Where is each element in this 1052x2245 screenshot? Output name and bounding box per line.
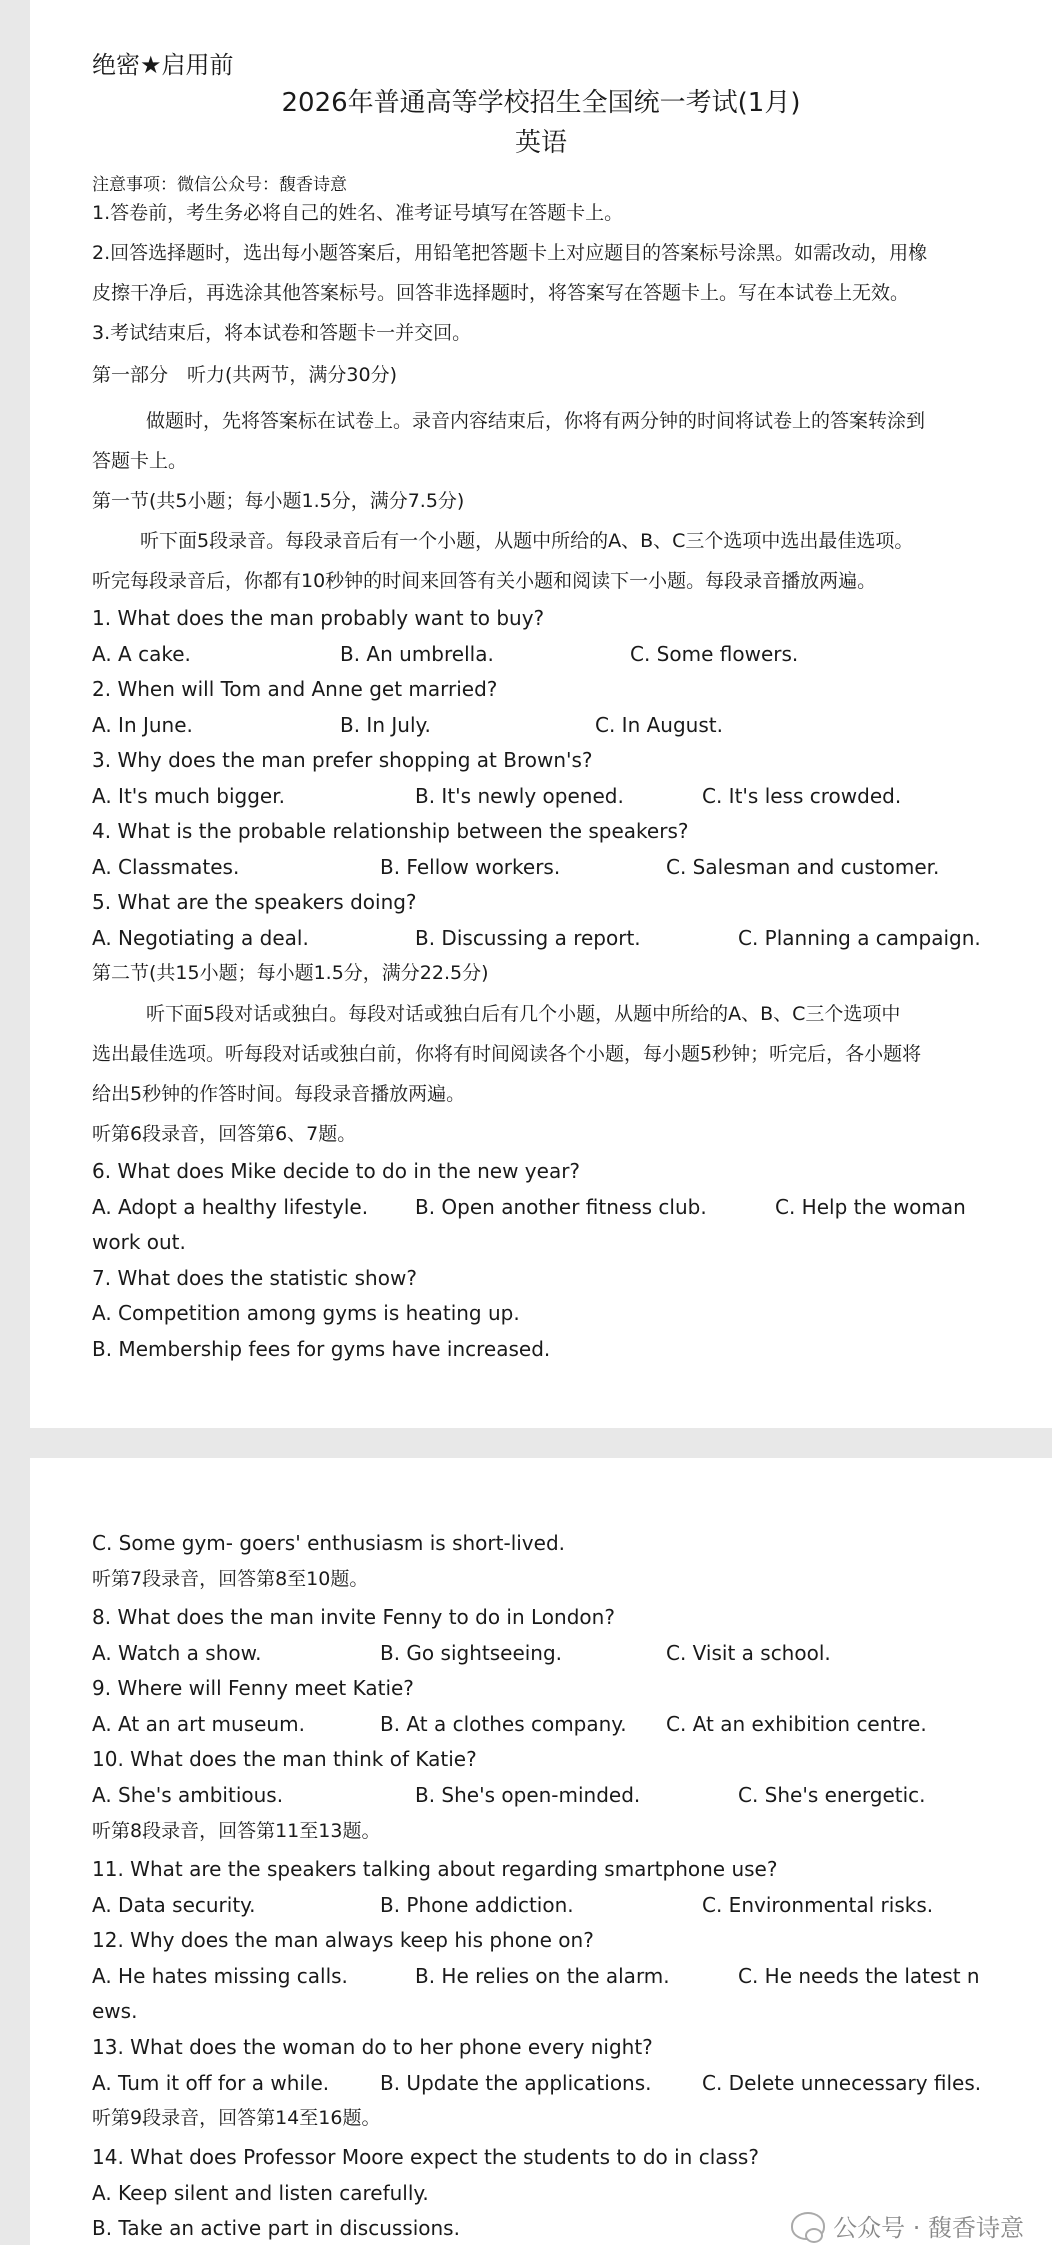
exam-page-1 <box>30 0 1052 1428</box>
question-14: 14. What does Professor Moore expect the students to do in class? <box>92 2145 759 2169</box>
text7-prompt: 听第7段录音，回答第8至10题。 <box>92 1568 369 1590</box>
q12-option-b: B. He relies on the alarm. <box>415 1964 670 1988</box>
q5-option-b: B. Discussing a report. <box>415 926 641 950</box>
q2-option-c: C. In August. <box>595 713 723 737</box>
section1-instructions-a: 听下面5段录音。每段录音后有一个小题，从题中所给的A、B、C三个选项中选出最佳选项。 <box>140 530 914 552</box>
question-2: 2. When will Tom and Anne get married? <box>92 677 498 701</box>
q3-option-c: C. It's less crowded. <box>702 784 902 808</box>
q12-option-c-cont: ews. <box>92 1999 138 2023</box>
question-9: 9. Where will Fenny meet Katie? <box>92 1676 414 1700</box>
q6-option-c-cont: work out. <box>92 1230 186 1254</box>
note-3: 3.考试结束后，将本试卷和答题卡一并交回。 <box>92 322 472 344</box>
q4-option-b: B. Fellow workers. <box>380 855 561 879</box>
section2-instructions-c: 给出5秒钟的作答时间。每段录音播放两遍。 <box>92 1083 466 1105</box>
q9-option-a: A. At an art museum. <box>92 1712 305 1736</box>
q11-option-c: C. Environmental risks. <box>702 1893 934 1917</box>
q5-option-c: C. Planning a campaign. <box>738 926 981 950</box>
question-6: 6. What does Mike decide to do in the new year? <box>92 1159 581 1183</box>
q13-option-c: C. Delete unnecessary files. <box>702 2071 982 2095</box>
confidential-label: 绝密★启用前 <box>92 51 234 79</box>
q8-option-b: B. Go sightseeing. <box>380 1641 563 1665</box>
q1-option-a: A. A cake. <box>92 642 191 666</box>
watermark <box>791 2208 1024 2243</box>
question-8: 8. What does the man invite Fenny to do in London? <box>92 1605 615 1629</box>
q6-option-b: B. Open another fitness club. <box>415 1195 707 1219</box>
q8-option-c: C. Visit a school. <box>666 1641 831 1665</box>
question-12: 12. Why does the man always keep his phone on? <box>92 1928 594 1952</box>
q9-option-c: C. At an exhibition centre. <box>666 1712 927 1736</box>
q7-option-c: C. Some gym- goers' enthusiasm is short-lived. <box>92 1531 565 1555</box>
text6-prompt: 听第6段录音，回答第6、7题。 <box>92 1123 357 1145</box>
q7-option-a: A. Competition among gyms is heating up. <box>92 1301 520 1325</box>
part1-heading: 第一部分 听力(共两节，满分30分) <box>92 364 398 386</box>
question-10: 10. What does the man think of Katie? <box>92 1747 477 1771</box>
exam-title: 2026年普通高等学校招生全国统一考试(1月) <box>281 88 801 118</box>
q14-option-a: A. Keep silent and listen carefully. <box>92 2181 429 2205</box>
listening-instructions-b: 答题卡上。 <box>92 450 188 472</box>
q3-option-a: A. It's much bigger. <box>92 784 285 808</box>
q11-option-b: B. Phone addiction. <box>380 1893 574 1917</box>
listening-instructions-a: 做题时，先将答案标在试卷上。录音内容结束后，你将有两分钟的时间将试卷上的答案转涂到 <box>146 410 926 432</box>
subject-title: 英语 <box>514 128 567 158</box>
q6-option-a: A. Adopt a healthy lifestyle. <box>92 1195 369 1219</box>
question-1: 1. What does the man probably want to buy? <box>92 606 545 630</box>
note-1: 1.答卷前，考生务必将自己的姓名、准考证号填写在答题卡上。 <box>92 202 624 224</box>
question-13: 13. What does the woman do to her phone every night? <box>92 2035 653 2059</box>
note-2a: 2.回答选择题时，选出每小题答案后，用铅笔把答题卡上对应题目的答案标号涂黑。如需改动，用橡 <box>92 242 928 264</box>
section2-instructions-b: 选出最佳选项。听每段对话或独白前，你将有时间阅读各个小题，每小题5秒钟；听完后，各小题将 <box>92 1043 922 1065</box>
q2-option-b: B. In July. <box>340 713 431 737</box>
section2-heading: 第二节(共15小题；每小题1.5分，满分22.5分) <box>92 962 489 984</box>
q1-option-c: C. Some flowers. <box>630 642 799 666</box>
q12-option-c: C. He needs the latest n <box>738 1964 980 1988</box>
q9-option-b: B. At a clothes company. <box>380 1712 627 1736</box>
q13-option-b: B. Update the applications. <box>380 2071 652 2095</box>
section1-heading: 第一节(共5小题；每小题1.5分，满分7.5分) <box>92 490 465 512</box>
question-11: 11. What are the speakers talking about regarding smartphone use? <box>92 1857 778 1881</box>
watermark-text: 公众号 · 馥香诗意 <box>833 2214 1024 2242</box>
note-2b: 皮擦干净后，再选涂其他答案标号。回答非选择题时，将答案写在答题卡上。写在本试卷上无效。 <box>92 282 910 304</box>
section2-instructions-a: 听下面5段对话或独白。每段对话或独白后有几个小题，从题中所给的A、B、C三个选项中 <box>146 1003 901 1025</box>
text9-prompt: 听第9段录音，回答第14至16题。 <box>92 2107 381 2129</box>
q14-option-b: B. Take an active part in discussions. <box>92 2216 460 2240</box>
q6-option-c: C. Help the woman <box>775 1195 966 1219</box>
q12-option-a: A. He hates missing calls. <box>92 1964 348 1988</box>
q8-option-a: A. Watch a show. <box>92 1641 262 1665</box>
q4-option-c: C. Salesman and customer. <box>666 855 940 879</box>
q5-option-a: A. Negotiating a deal. <box>92 926 309 950</box>
q4-option-a: A. Classmates. <box>92 855 240 879</box>
question-4: 4. What is the probable relationship between the speakers? <box>92 819 689 843</box>
notes-heading: 注意事项：微信公众号：馥香诗意 <box>92 175 347 195</box>
text8-prompt: 听第8段录音，回答第11至13题。 <box>92 1820 381 1842</box>
q3-option-b: B. It's newly opened. <box>415 784 624 808</box>
q1-option-b: B. An umbrella. <box>340 642 494 666</box>
q10-option-c: C. She's energetic. <box>738 1783 926 1807</box>
q10-option-b: B. She's open-minded. <box>415 1783 641 1807</box>
question-7: 7. What does the statistic show? <box>92 1266 417 1290</box>
section1-instructions-b: 听完每段录音后，你都有10秒钟的时间来回答有关小题和阅读下一小题。每段录音播放两遍。 <box>92 570 877 592</box>
question-3: 3. Why does the man prefer shopping at Brown's? <box>92 748 593 772</box>
q13-option-a: A. Tum it off for a while. <box>92 2071 330 2095</box>
q11-option-a: A. Data security. <box>92 1893 256 1917</box>
q10-option-a: A. She's ambitious. <box>92 1783 284 1807</box>
wechat-icon <box>791 2212 825 2240</box>
q2-option-a: A. In June. <box>92 713 193 737</box>
exam-page-2 <box>30 1458 1052 2245</box>
q7-option-b: B. Membership fees for gyms have increased. <box>92 1337 551 1361</box>
question-5: 5. What are the speakers doing? <box>92 890 417 914</box>
